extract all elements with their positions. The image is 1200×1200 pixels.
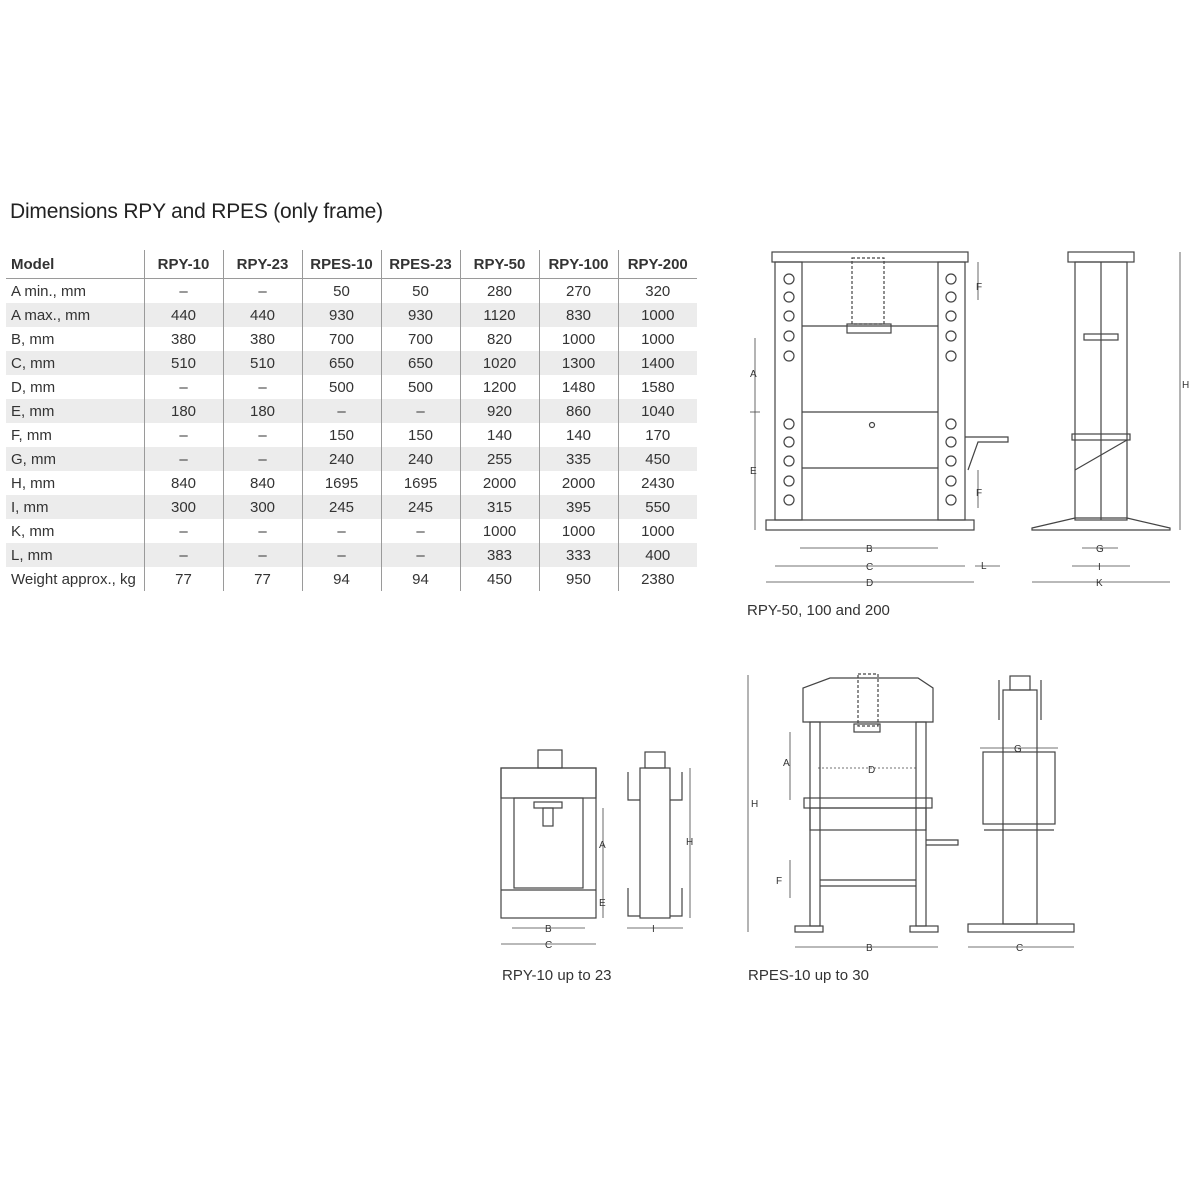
table-cell: 50 xyxy=(302,279,381,304)
table-cell: 380 xyxy=(144,327,223,351)
table-cell: 450 xyxy=(618,447,697,471)
table-cell: 180 xyxy=(223,399,302,423)
table-cell: 240 xyxy=(302,447,381,471)
table-cell: 335 xyxy=(539,447,618,471)
table-cell: 440 xyxy=(144,303,223,327)
dim-label-a: A xyxy=(783,758,790,769)
rpes10-side-drawing xyxy=(968,676,1074,947)
table-cell: 860 xyxy=(539,399,618,423)
table-cell: 700 xyxy=(381,327,460,351)
row-label: L, mm xyxy=(6,543,144,567)
row-label: I, mm xyxy=(6,495,144,519)
table-cell: – xyxy=(381,543,460,567)
table-cell: – xyxy=(144,543,223,567)
table-cell: 1000 xyxy=(460,519,539,543)
table-cell: 270 xyxy=(539,279,618,304)
table-cell: 245 xyxy=(302,495,381,519)
rpy50-front-drawing xyxy=(750,252,1008,582)
table-cell: – xyxy=(144,423,223,447)
table-cell: 77 xyxy=(223,567,302,591)
rpes10-front-drawing xyxy=(748,674,958,947)
table-cell: 500 xyxy=(302,375,381,399)
dim-label-c: C xyxy=(545,940,553,951)
table-cell: – xyxy=(302,399,381,423)
table-cell: 333 xyxy=(539,543,618,567)
dim-label-g: G xyxy=(1096,544,1104,555)
caption-rpy50: RPY-50, 100 and 200 xyxy=(747,602,890,619)
column-header: Model xyxy=(6,250,144,279)
table-cell: – xyxy=(144,279,223,304)
table-cell: 1200 xyxy=(460,375,539,399)
table-cell: – xyxy=(223,447,302,471)
row-label: D, mm xyxy=(11,378,56,396)
table-cell: 440 xyxy=(223,303,302,327)
table-cell: 255 xyxy=(460,447,539,471)
table-cell: – xyxy=(144,519,223,543)
row-label: A min., mm xyxy=(11,282,87,300)
dim-label-c: C xyxy=(1016,943,1024,954)
dim-label-f: F xyxy=(776,876,783,887)
column-header: RPY-200 xyxy=(618,250,697,279)
table-cell: – xyxy=(223,519,302,543)
row-label: F, mm xyxy=(11,426,52,444)
table-cell: 245 xyxy=(381,495,460,519)
row-label: H, mm xyxy=(11,474,56,492)
table-cell: – xyxy=(223,375,302,399)
dim-label-l: L xyxy=(981,561,987,572)
dim-label-b: B xyxy=(545,924,552,935)
table-cell: 380 xyxy=(223,327,302,351)
column-header: RPES-23 xyxy=(381,250,460,279)
dim-label-e: E xyxy=(599,898,606,909)
table-cell: 1695 xyxy=(381,471,460,495)
table-cell: 1695 xyxy=(302,471,381,495)
table-cell: 550 xyxy=(618,495,697,519)
table-cell: 180 xyxy=(144,399,223,423)
table-cell: 700 xyxy=(302,327,381,351)
row-label: A max., mm xyxy=(6,303,144,327)
table-cell: 920 xyxy=(460,399,539,423)
table-cell: – xyxy=(144,375,223,399)
dim-label-a: A xyxy=(599,840,606,851)
dim-label-d: D xyxy=(866,578,874,589)
table-cell: 1480 xyxy=(539,375,618,399)
dim-label-f: F xyxy=(976,282,983,293)
table-cell: 2380 xyxy=(618,567,697,591)
dim-label-b: B xyxy=(866,943,873,954)
table-cell: – xyxy=(302,519,381,543)
table-cell: 94 xyxy=(381,567,460,591)
table-cell: 1000 xyxy=(618,303,697,327)
table-cell: 840 xyxy=(223,471,302,495)
table-cell: 2000 xyxy=(460,471,539,495)
table-cell: 1400 xyxy=(618,351,697,375)
table-cell: 1000 xyxy=(618,519,697,543)
dim-label-i: I xyxy=(652,924,655,935)
table-cell: 1120 xyxy=(460,303,539,327)
table-cell: 1040 xyxy=(618,399,697,423)
table-cell: 650 xyxy=(381,351,460,375)
column-header: RPY-23 xyxy=(223,250,302,279)
table-cell: 930 xyxy=(302,303,381,327)
dim-label-a: A xyxy=(750,369,757,380)
table-cell: 300 xyxy=(144,495,223,519)
page-title: Dimensions RPY and RPES (only frame) xyxy=(10,200,383,223)
column-header: RPY-10 xyxy=(144,250,223,279)
table-cell: 820 xyxy=(460,327,539,351)
dim-label-h: H xyxy=(751,799,759,810)
row-label: C, mm xyxy=(6,351,144,375)
table-cell: 400 xyxy=(618,543,697,567)
table-cell: – xyxy=(381,399,460,423)
dim-label-e: E xyxy=(750,466,757,477)
table-cell: – xyxy=(223,279,302,304)
dim-label-b: B xyxy=(866,544,873,555)
table-cell: 280 xyxy=(460,279,539,304)
table-cell: 930 xyxy=(381,303,460,327)
table-cell: 500 xyxy=(381,375,460,399)
table-cell: 2430 xyxy=(618,471,697,495)
table-cell: 510 xyxy=(144,351,223,375)
table-cell: 300 xyxy=(223,495,302,519)
table-cell: 1000 xyxy=(618,327,697,351)
table-cell: 140 xyxy=(539,423,618,447)
rpy50-side-drawing xyxy=(1032,252,1180,582)
rpy10-front-drawing xyxy=(501,750,603,944)
table-cell: 94 xyxy=(302,567,381,591)
table-cell: – xyxy=(302,543,381,567)
table-cell: 320 xyxy=(618,279,697,304)
table-cell: 170 xyxy=(618,423,697,447)
table-cell: 240 xyxy=(381,447,460,471)
table-cell: 77 xyxy=(144,567,223,591)
row-label: Weight approx., kg xyxy=(11,570,136,588)
table-cell: 150 xyxy=(302,423,381,447)
table-cell: 140 xyxy=(460,423,539,447)
table-cell: – xyxy=(381,519,460,543)
table-cell: 2000 xyxy=(539,471,618,495)
table-cell: – xyxy=(144,447,223,471)
row-label: K, mm xyxy=(11,522,55,540)
dim-label-i: I xyxy=(1098,562,1101,573)
row-label: G, mm xyxy=(6,447,144,471)
column-header: RPY-50 xyxy=(460,250,539,279)
dim-label-d: D xyxy=(868,765,876,776)
dim-label-k: K xyxy=(1096,578,1103,589)
column-header: RPES-10 xyxy=(302,250,381,279)
table-cell: – xyxy=(223,543,302,567)
table-cell: 150 xyxy=(381,423,460,447)
dim-label-h: H xyxy=(686,837,694,848)
table-cell: 50 xyxy=(381,279,460,304)
table-cell: – xyxy=(223,423,302,447)
dim-label-c: C xyxy=(866,562,874,573)
table-cell: 1300 xyxy=(539,351,618,375)
table-cell: 395 xyxy=(539,495,618,519)
caption-rpes10: RPES-10 up to 30 xyxy=(748,967,869,984)
row-label: E, mm xyxy=(6,399,144,423)
table-cell: 1020 xyxy=(460,351,539,375)
table-cell: 450 xyxy=(460,567,539,591)
table-cell: 840 xyxy=(144,471,223,495)
table-cell: 830 xyxy=(539,303,618,327)
dim-label-g: G xyxy=(1014,744,1022,755)
column-header: RPY-100 xyxy=(539,250,618,279)
table-cell: 1000 xyxy=(539,327,618,351)
table-cell: 383 xyxy=(460,543,539,567)
dim-label-f: F xyxy=(976,488,983,499)
table-cell: 1580 xyxy=(618,375,697,399)
dim-label-h: H xyxy=(1182,380,1190,391)
caption-rpy10: RPY-10 up to 23 xyxy=(502,967,612,984)
table-cell: 1000 xyxy=(539,519,618,543)
row-label: B, mm xyxy=(11,330,55,348)
table-cell: 950 xyxy=(539,567,618,591)
rpy10-side-drawing xyxy=(627,752,690,928)
table-cell: 510 xyxy=(223,351,302,375)
table-cell: 650 xyxy=(302,351,381,375)
table-cell: 315 xyxy=(460,495,539,519)
